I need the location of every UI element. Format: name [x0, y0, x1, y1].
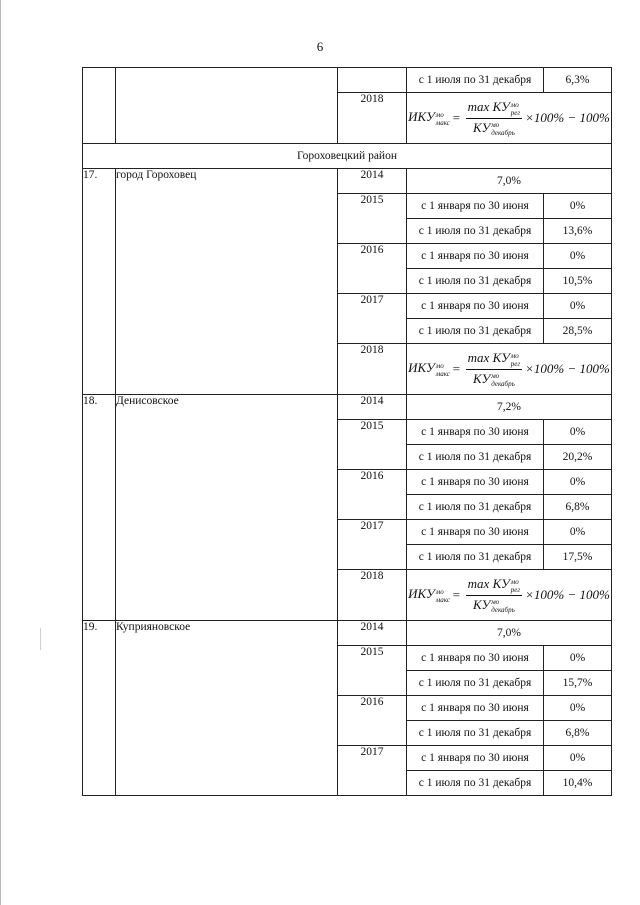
period-cell: с 1 июля по 31 декабря: [407, 771, 544, 796]
scan-mark: [40, 628, 41, 650]
period-cell: с 1 июля по 31 декабря: [407, 721, 544, 746]
formula-fraction: max КУ мо рег КУ мо декабрь: [467, 576, 521, 614]
continued-year-cell: [338, 68, 407, 93]
year-cell: 2017: [338, 520, 407, 570]
period-cell: с 1 января по 30 июня: [407, 194, 544, 219]
municipality-name: Денисовское: [116, 395, 338, 621]
year-cell: 2016: [338, 470, 407, 520]
municipality-name: город Гороховец: [116, 169, 338, 395]
value-cell: 7,0%: [407, 169, 612, 194]
formula-lhs: ИКУ мо макс: [408, 109, 450, 127]
value-cell: 7,2%: [407, 395, 612, 420]
formula-fraction: max КУ мо рег КУ мо декабрь: [467, 99, 521, 137]
formula: ИКУ мо макс = max КУ мо рег КУ мо декабрь ×100% − 100%: [408, 576, 610, 614]
value-cell: 20,2%: [544, 445, 612, 470]
tariff-table: [82, 67, 612, 796]
year-cell: 2015: [338, 194, 407, 244]
year-cell: 2014: [338, 621, 407, 646]
row-number: 17.: [83, 169, 116, 395]
period-cell: с 1 января по 30 июня: [407, 470, 544, 495]
period-cell: с 1 июля по 31 декабря: [407, 68, 544, 93]
table-row: [83, 68, 612, 93]
value-cell: 10,4%: [544, 771, 612, 796]
period-cell: с 1 июля по 31 декабря: [407, 219, 544, 244]
value-cell: 6,8%: [544, 721, 612, 746]
formula-fraction: max КУ мо рег КУ мо декабрь: [467, 350, 521, 388]
formula-lhs: ИКУ мо макс: [408, 360, 450, 378]
year-cell: 2016: [338, 696, 407, 746]
formula: ИКУ мо макс = max КУ мо рег КУ мо декабрь ×100% − 100%: [408, 350, 610, 388]
period-cell: с 1 июля по 31 декабря: [407, 445, 544, 470]
year-cell: 2015: [338, 420, 407, 470]
table-row: [83, 395, 612, 420]
scan-edge-line: [0, 0, 1, 905]
value-cell: 0%: [544, 420, 612, 445]
value-cell: 0%: [544, 294, 612, 319]
year-cell: 2014: [338, 169, 407, 194]
period-cell: с 1 июля по 31 декабря: [407, 671, 544, 696]
value-cell: 0%: [544, 696, 612, 721]
value-cell: 7,0%: [407, 621, 612, 646]
table-row: [83, 621, 612, 646]
table-row: [83, 169, 612, 194]
value-cell: 10,5%: [544, 269, 612, 294]
value-cell: 0%: [544, 470, 612, 495]
period-cell: с 1 января по 30 июня: [407, 746, 544, 771]
formula-cell: [407, 93, 612, 144]
formula: ИКУ мо макс = max КУ мо рег КУ мо декабрь ×100% − 100%: [408, 99, 610, 137]
value-cell: 0%: [544, 646, 612, 671]
period-cell: с 1 июля по 31 декабря: [407, 319, 544, 344]
value-cell: 0%: [544, 746, 612, 771]
period-cell: с 1 января по 30 июня: [407, 420, 544, 445]
formula-lhs: ИКУ мо макс: [408, 586, 450, 604]
year-cell: 2018: [338, 570, 407, 621]
value-cell: 6,8%: [544, 495, 612, 520]
period-cell: с 1 января по 30 июня: [407, 244, 544, 269]
year-cell: 2018: [338, 344, 407, 395]
year-cell: 2014: [338, 395, 407, 420]
year-cell: 2016: [338, 244, 407, 294]
region-title: Гороховецкий район: [83, 144, 612, 169]
row-number: 19.: [83, 621, 116, 796]
year-cell: 2015: [338, 646, 407, 696]
municipality-name: Куприяновское: [116, 621, 338, 796]
continued-name-cell: [116, 68, 338, 144]
value-cell: 28,5%: [544, 319, 612, 344]
period-cell: с 1 января по 30 июня: [407, 646, 544, 671]
period-cell: с 1 июля по 31 декабря: [407, 269, 544, 294]
period-cell: с 1 июля по 31 декабря: [407, 545, 544, 570]
value-cell: 13,6%: [544, 219, 612, 244]
period-cell: с 1 января по 30 июня: [407, 520, 544, 545]
value-cell: 6,3%: [544, 68, 612, 93]
period-cell: с 1 января по 30 июня: [407, 696, 544, 721]
value-cell: 0%: [544, 194, 612, 219]
row-number: 18.: [83, 395, 116, 621]
table-row: [83, 144, 612, 169]
continued-num-cell: [83, 68, 116, 144]
year-cell: 2018: [338, 93, 407, 144]
period-cell: с 1 июля по 31 декабря: [407, 495, 544, 520]
page-number: 6: [316, 39, 324, 54]
formula-cell: [407, 344, 612, 395]
formula-cell: [407, 570, 612, 621]
value-cell: 0%: [544, 520, 612, 545]
year-cell: 2017: [338, 294, 407, 344]
value-cell: 0%: [544, 244, 612, 269]
period-cell: с 1 января по 30 июня: [407, 294, 544, 319]
value-cell: 17,5%: [544, 545, 612, 570]
year-cell: 2017: [338, 746, 407, 796]
value-cell: 15,7%: [544, 671, 612, 696]
